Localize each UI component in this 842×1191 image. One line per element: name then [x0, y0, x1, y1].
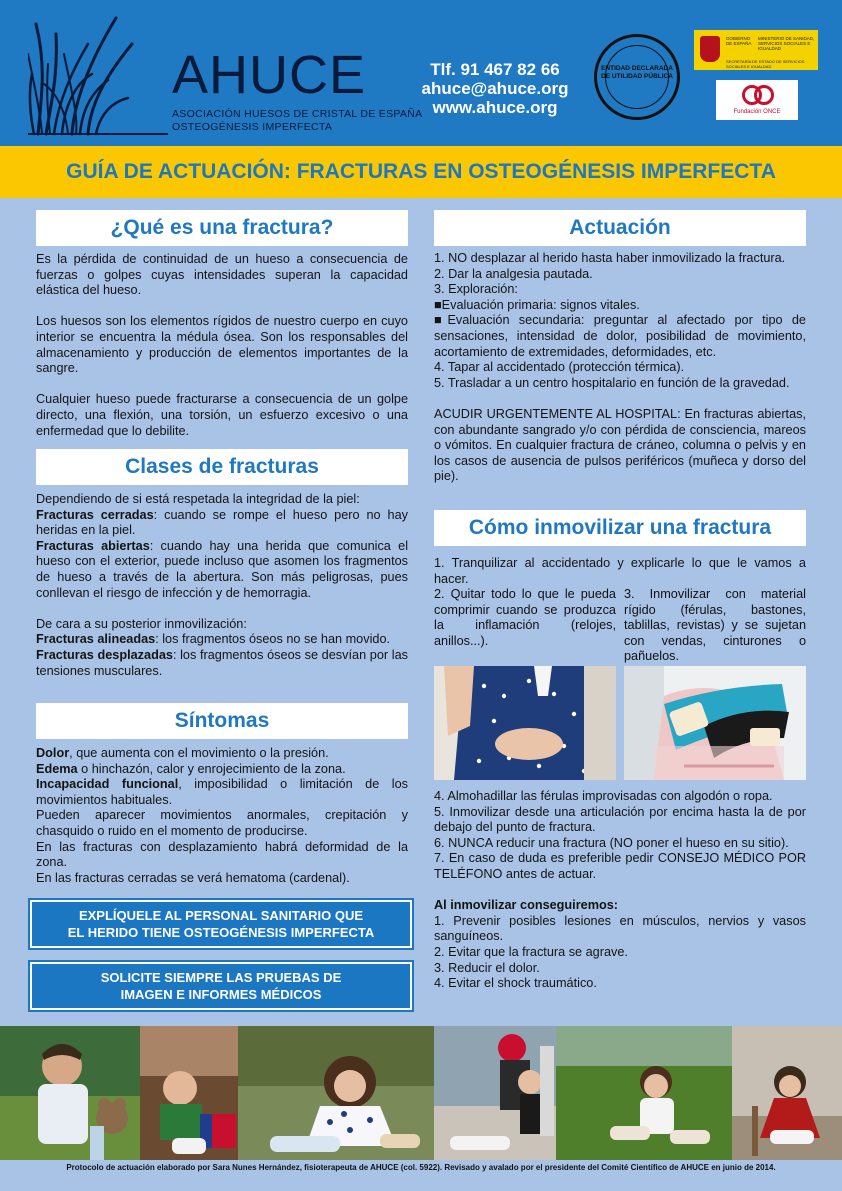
inmovilizar-l7: 7. En caso de duda es preferible pedir CONSEJO MÉDICO POR TELÉFONO antes de actuar. — [434, 851, 806, 881]
inmovilizar-l3: 3. Inmovilizar con material rígido (férulas, bastones, tablillas, revistas) y se sujetan con vendas, cinturones o pañuelos. — [624, 587, 806, 664]
section-title-sintomas: Síntomas — [36, 703, 408, 739]
actuacion-l3: 3. Exploración: — [434, 282, 518, 297]
seal-line-2: DE UTILIDAD PÚBLICA — [601, 73, 673, 80]
sintomas-movimientos: Pueden aparecer movimientos anormales, crepitación y chasquido o ruido en el momento de producirse. — [36, 808, 408, 838]
conseguiremos-3: 3. Reducir el dolor. — [434, 960, 540, 975]
callout-request-line-2: IMAGEN E INFORMES MÉDICOS — [120, 987, 322, 1002]
logo-subtitle-line-1: ASOCIACIÓN HUESOS DE CRISTAL DE ESPAÑA — [172, 108, 423, 120]
que-es-p3: Cualquier hueso puede fracturarse a consecuencia de un golpe directo, una flexión, una torsión, un esfuerzo excesivo o una enfermedad que lo debilite. — [36, 392, 408, 438]
que-es-p1: Es la pérdida de continuidad de un hueso a consecuencia de fuerzas o golpes cuyas intensidades superan la capacidad elástica del hueso. — [36, 252, 408, 298]
section-que-es-body — [36, 252, 408, 439]
actuacion-urgente: ACUDIR URGENTEMENTE AL HOSPITAL: En fracturas abiertas, con abundante sangrado y/o con pérdida de consciencia, mareos o vómitos. En cualquier fractura de cráneo, columna o pelvis y en los casos de ausencia de pulsos periféricos (muñeca y dorso del pie). — [434, 406, 806, 484]
actuacion-l3b: ■Evaluación secundaria: preguntar al afectado por tipo de sensaciones, intensidad de dolor, posibilidad de movimiento, acortamiento de extremidades, deformidades, etc. — [434, 313, 806, 359]
inmovilizar-l4: 4. Almohadillar las férulas improvisadas con algodón o ropa. — [434, 789, 773, 803]
sintomas-dolor: Dolor, que aumenta con el movimiento o la presión. — [36, 746, 329, 760]
clases-alineadas: Fracturas alineadas: los fragmentos óseos no se han movido. — [36, 632, 391, 647]
section-clases-body — [36, 492, 408, 679]
callout-explain-line-2: EL HERIDO TIENE OSTEOGÉNESIS IMPERFECTA — [67, 925, 375, 940]
ministry-government: GOBIERNO DE ESPAÑA — [726, 36, 752, 46]
fundacion-once-logo — [716, 80, 798, 120]
section-title-inmovilizar: Cómo inmovilizar una fractura — [434, 510, 806, 546]
seal-line-1: ENTIDAD DECLARADA — [601, 65, 673, 72]
actuacion-l5: 5. Trasladar a un centro hospitalario en función de la gravedad. — [434, 375, 790, 390]
photo-child-blue-dress — [434, 666, 616, 780]
section-sintomas-body — [36, 746, 408, 886]
photo-strip-2 — [140, 1026, 238, 1160]
footnote: Protocolo de actuación elaborado por Sara Nunes Hernández, fisioterapeuta de AHUCE (col. 5922). Revisado y avalado por el presidente del Comité Científico de AHUCE en junio de 2014. — [66, 1163, 776, 1172]
contact-email[interactable]: ahuce@ahuce.org — [421, 79, 569, 98]
ministry-secretary: SECRETARÍA DE ESTADO DE SERVICIOS SOCIALES E IGUALDAD — [726, 59, 805, 69]
photo-child-arm-sling — [624, 666, 806, 780]
section-title-actuacion: Actuación — [434, 210, 806, 246]
photo-strip-3 — [238, 1026, 434, 1160]
actuacion-l1: 1. NO desplazar al herido hasta haber inmovilizado la fractura. — [434, 251, 786, 265]
logo-name: AHUCE — [172, 45, 367, 105]
callout-explain-oi — [30, 900, 412, 948]
inmovilizar-l2: 2. Quitar todo lo que le pueda comprimir cuando se produzca la inflamación (relojes, anillos...). — [434, 587, 616, 648]
title-bar — [0, 146, 842, 198]
actuacion-l3a: ■Evaluación primaria: signos vitales. — [434, 297, 640, 312]
conseguiremos-4: 4. Evitar el shock traumático. — [434, 976, 597, 991]
sintomas-hematoma: En las fracturas cerradas se verá hematoma (cardenal). — [36, 870, 350, 885]
actuacion-l2: 2. Dar la analgesia pautada. — [434, 266, 593, 281]
callout-explain-line-1: EXPLÍQUELE AL PERSONAL SANITARIO QUE — [78, 908, 364, 923]
callout-request-line-1: SOLICITE SIEMPRE LAS PRUEBAS DE — [100, 970, 342, 985]
header-banner — [0, 0, 842, 146]
sintomas-incapacidad: Incapacidad funcional, imposibilidad o limitación de los movimientos habituales. — [36, 777, 408, 807]
inmovilizar-l1: 1. Tranquilizar al accidentado y explicarle lo que le vamos a hacer. — [434, 556, 806, 586]
once-label: Fundación ONCE — [733, 109, 781, 115]
logo-subtitle-line-2: OSTEOGÉNESIS IMPERFECTA — [172, 121, 333, 133]
sintomas-deformidad: En las fracturas con desplazamiento habrá deformidad de la zona. — [36, 839, 408, 870]
clases-cerradas: Fracturas cerradas: cuando se rompe el hueso pero no hay heridas en la piel. — [36, 507, 408, 538]
que-es-p2: Los huesos son los elementos rígidos de nuestro cuerpo en cuyo interior se encuentra la médula ósea. Son los responsables del almacenamiento y producción de elementos importantes de la sangre. — [36, 314, 408, 376]
inmovilizar-l6: 6. NUNCA reducir una fractura (NO poner el hueso en su sitio). — [434, 835, 789, 850]
conseguiremos-1: 1. Prevenir posibles lesiones en músculos, nervios y vasos sanguíneos. — [434, 913, 806, 944]
section-title-que-es: ¿Qué es una fractura? — [36, 210, 408, 246]
clases-intro2: De cara a su posterior inmovilización: — [36, 616, 247, 631]
clases-abiertas: Fracturas abiertas: cuando hay una herida que comunica el hueso con el exterior, puede incluso que asomen los fragmentos de hueso a través de la abertura. Son más peligrosas, pues conllevan el riesgo de infección y de hemorragia. — [36, 538, 409, 600]
contact-block — [400, 60, 590, 117]
photo-strip — [0, 1026, 842, 1160]
photo-strip-1 — [0, 1026, 140, 1160]
utilidad-publica-seal-icon — [594, 34, 680, 120]
inmovilizar-conseguiremos: Al inmovilizar conseguiremos: — [434, 898, 619, 913]
photo-strip-5 — [556, 1026, 732, 1160]
section-title-clases: Clases de fracturas — [36, 449, 408, 485]
sintomas-edema: Edema o hinchazón, calor y enrojecimiento de la zona. — [36, 761, 346, 776]
contact-phone: Tlf. 91 467 82 66 — [430, 60, 560, 79]
section-inmovilizar-body — [434, 789, 806, 992]
inmovilizar-l5: 5. Inmovilizar desde una articulación por encima hasta la de por debajo del punto de fractura. — [434, 804, 806, 835]
once-rings-icon — [741, 84, 775, 106]
photo-strip-6 — [732, 1026, 842, 1160]
page-title: GUÍA DE ACTUACIÓN: FRACTURAS EN OSTEOGÉNESIS IMPERFECTA — [66, 160, 776, 183]
conseguiremos-2: 2. Evitar que la fractura se agrave. — [434, 944, 628, 959]
contact-web[interactable]: www.ahuce.org — [432, 98, 558, 117]
spain-crest-icon — [700, 36, 720, 62]
actuacion-l4: 4. Tapar al accidentado (protección térmica). — [434, 360, 685, 375]
grass-logo-icon — [28, 14, 168, 136]
photo-strip-4 — [434, 1026, 556, 1160]
ministry-logo — [694, 30, 818, 70]
logo-subtitle — [172, 108, 422, 134]
section-actuacion-body — [434, 251, 806, 485]
clases-intro: Dependiendo de si está respetada la integridad de la piel: — [36, 492, 360, 506]
callout-request-tests — [30, 962, 412, 1010]
clases-desplazadas: Fracturas desplazadas: los fragmentos óseos se desvían por las tensiones musculares. — [36, 647, 408, 678]
ministry-name: MINISTERIO DE SANIDAD, SERVICIOS SOCIALES E IGUALDAD — [758, 36, 815, 51]
